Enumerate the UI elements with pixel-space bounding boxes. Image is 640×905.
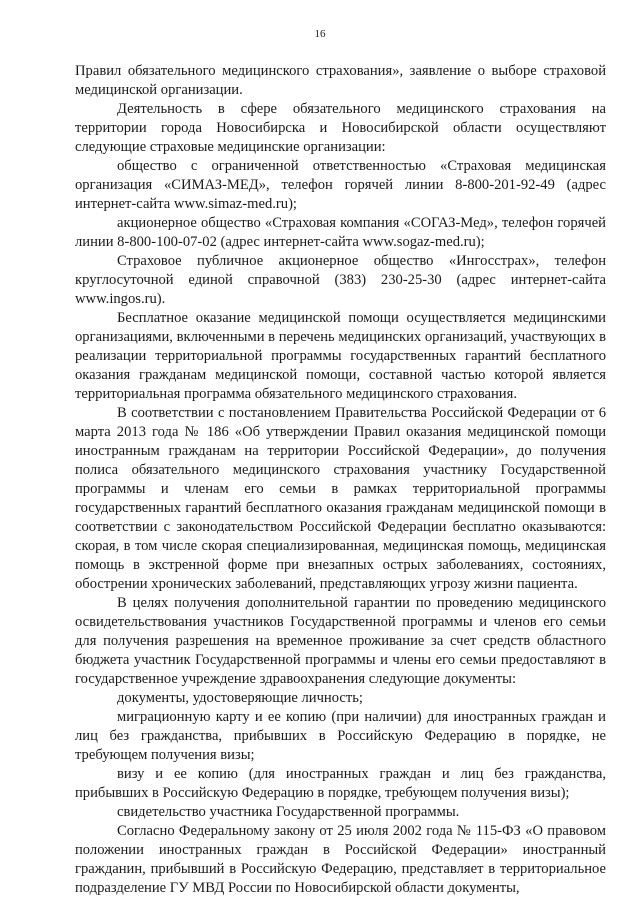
paragraph: Деятельность в сфере обязательного медицинского страхования на территории города Новосибирска и Новосибирской области осуществляют следующие страховые медицинские организации: <box>75 101 606 155</box>
paragraph: свидетельство участника Государственной программы. <box>117 804 460 820</box>
page-number: 16 <box>314 28 326 40</box>
paragraph: документы, удостоверяющие личность; <box>117 690 363 706</box>
paragraph: миграционную карту и ее копию (при наличии) для иностранных граждан и лиц без гражданства, прибывших в Российскую Федерацию в порядке, не требующем получения визы; <box>75 709 606 763</box>
paragraph: общество с ограниченной ответственностью «Страховая медицинская организация «СИМАЗ-МЕД», телефон горячей линии 8-800-201-92-49 (адрес интернет-сайта www.simaz-med.ru); <box>75 158 606 212</box>
paragraph: В соответствии с постановлением Правительства Российской Федерации от 6 марта 2013 года № 186 «Об утверждении Правил оказания медицинской помощи иностранным гражданам на территории Российской Федерации», до получения полиса обязательного медицинского страхования участнику Государственной программы и членам его семьи в рамках территориальной программы государственных гарантий бесплатного оказания гражданам медицинской помощи в соответствии с законодательством Российской Федерации бесплатно оказываются: скорая, в том числе скорая специализированная, медицинская помощь, медицинская помощь в экстренной форме при внезапных острых заболеваниях, состояниях, обострении хронических заболеваний, представляющих угрозу жизни пациента. <box>75 405 606 592</box>
paragraph: акционерное общество «Страховая компания «СОГАЗ-Мед», телефон горячей линии 8-800-100-07-02 (адрес интернет-сайта www.sogaz-med.ru); <box>75 215 606 250</box>
paragraph: Согласно Федеральному закону от 25 июля 2002 года № 115-ФЗ «О правовом положении иностранных граждан в Российской Федерации» иностранный гражданин, прибывший в Российскую Федерацию, представляет в территориальное подразделение ГУ МВД России по Новосибирской области документы, <box>75 823 606 896</box>
paragraph: Правил обязательного медицинского страхования», заявление о выборе страховой медицинской организации. <box>75 63 606 98</box>
paragraph: Страховое публичное акционерное общество «Ингосстрах», телефон круглосуточной единой справочной (383) 230-25-30 (адрес интернет-сайта www.ingos.ru). <box>75 253 606 307</box>
paragraph: визу и ее копию (для иностранных граждан и лиц без гражданства, прибывших в Российскую Федерацию в порядке, требующем получения визы); <box>75 766 606 801</box>
paragraph: Бесплатное оказание медицинской помощи осуществляется медицинскими организациями, включенными в перечень медицинских организаций, участвующих в реализации территориальной программы государственных гарантий бесплатного оказания гражданам медицинской помощи, составной частью которой является территориальная программа обязательного медицинского страхования. <box>75 310 606 402</box>
document-body <box>75 62 606 898</box>
paragraph: В целях получения дополнительной гарантии по проведению медицинского освидетельствования участников Государственной программы и членов его семьи для получения разрешения на временное проживание за счет средств областного бюджета участник Государственной программы и члены его семьи предоставляют в государственное учреждение здравоохранения следующие документы: <box>75 595 606 687</box>
